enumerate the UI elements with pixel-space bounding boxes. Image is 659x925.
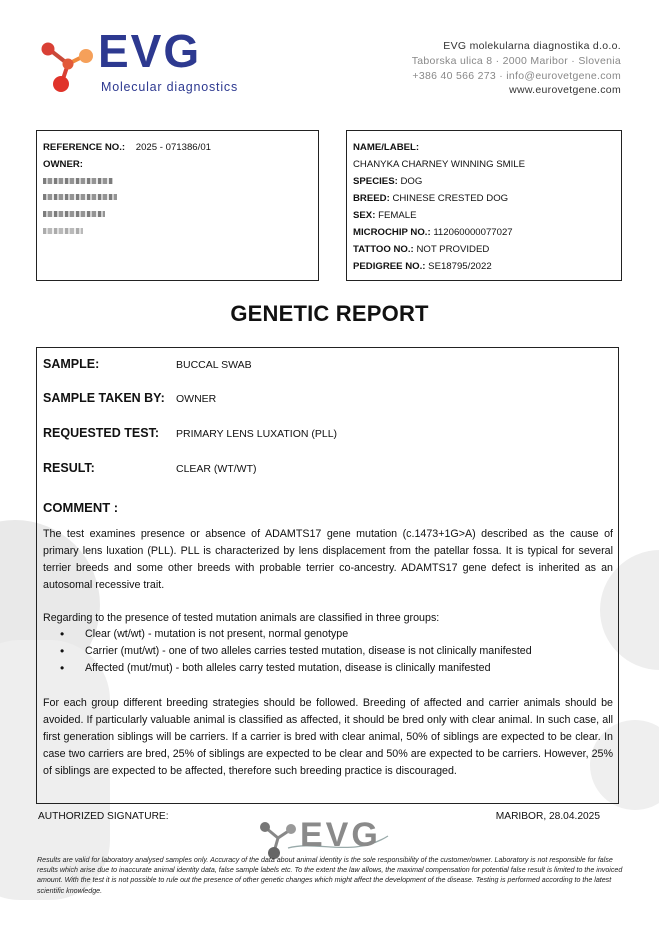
tattoo-value: NOT PROVIDED [416, 244, 490, 255]
reference-label: REFERENCE NO.: [43, 142, 126, 153]
reference-value: 2025 - 071386/01 [135, 142, 211, 153]
name-label: NAME/LABEL: [353, 142, 420, 153]
sample-value: BUCCAL SWAB [176, 359, 252, 371]
tattoo-row: TATTOO NO.: NOT PROVIDED [353, 244, 490, 255]
stamp-text: EVG [300, 816, 381, 854]
breed-row: BREED: CHINESE CRESTED DOG [353, 193, 509, 204]
owner-info-box [36, 130, 319, 281]
comment-paragraph-breeding: For each group different breeding strategies should be followed. Breeding of affected and carrier animals should be avoided. If particularly valuable animal is classified as affected, it should be bred only with clear animal. In such case, all first generation siblings will be carriers. If a carrier is bred with clear animal, 50% of siblings are expected to be clear. In case two carriers are bred, 25% of siblings are expected to be clear and 50% are expected to be carriers. However, 25% of siblings are expected to be affected, therefore such breeding practice is discouraged. [43, 697, 613, 777]
reference-row [43, 142, 211, 154]
sex-row: SEX: FEMALE [353, 210, 417, 221]
list-item: • Carrier (mut/wt) - one of two alleles carries tested mutation, disease is not clinically manifested [60, 643, 532, 660]
comment-paragraph-intro: The test examines presence or absence of ADAMTS17 gene mutation (c.1473+1G>A) described as the cause of primary lens luxation (PLL). PLL is characterized by lens displacement from the patellar fossa. It is typical for several terrier breeds and some other breeds with probable terrier co-ancestry. ADAMTS17 gene defect is inherited as an autosomal recessive trait. [43, 528, 613, 591]
redacted-owner-city [43, 211, 105, 217]
result-value: CLEAR (WT/WT) [176, 463, 257, 475]
breed-value: CHINESE CRESTED DOG [392, 193, 509, 204]
redacted-owner-name [43, 178, 113, 184]
report-box [36, 347, 619, 804]
redacted-owner-address [43, 194, 117, 200]
comment-paragraph-groups: Regarding to the presence of tested mutation animals are classified in three groups: [43, 612, 440, 624]
owner-label: OWNER: [43, 159, 83, 170]
requested-test-label: REQUESTED TEST: [43, 426, 159, 440]
company-website[interactable]: www.eurovetgene.com [509, 84, 621, 96]
requested-test-value: PRIMARY LENS LUXATION (PLL) [176, 428, 338, 440]
species-value: DOG [400, 176, 423, 187]
pedigree-row: PEDIGREE NO.: SE18795/2022 [353, 261, 492, 272]
sex-value: FEMALE [378, 210, 417, 221]
comment-heading: COMMENT : [43, 500, 119, 515]
company-stamp [258, 818, 418, 860]
sample-taken-by-label: SAMPLE TAKEN BY: [43, 391, 165, 405]
sample-label: SAMPLE: [43, 357, 100, 371]
sample-taken-by-value: OWNER [176, 393, 217, 405]
page-title: GENETIC REPORT [230, 301, 429, 326]
microchip-row: MICROCHIP NO.: 112060000077027 [353, 227, 513, 238]
authorized-signature-label: AUTHORIZED SIGNATURE: [38, 811, 169, 822]
list-item: • Clear (wt/wt) - mutation is not present, normal genotype [60, 626, 532, 643]
name-value: CHANYKA CHARNEY WINNING SMILE [353, 159, 526, 170]
company-address: Taborska ulica 8 · 2000 Maribor · Slovenia [411, 55, 621, 67]
company-name: EVG molekularna diagnostika d.o.o. [443, 40, 621, 52]
company-contact: +386 40 566 273 · info@eurovetgene.com [412, 70, 621, 82]
logo-text: EVG [98, 25, 202, 77]
legal-disclaimer: Results are valid for laboratory analysed samples only. Accuracy of the data about animal identity is the sole responsibility of the customer/owner. Laboratory is not responsible for false results which arise due to inaccurate animal identity data, false sample labels etc. To the extent the law allows, the maximal compensation for potential false result is limited to the invoiced amount. With the test it is not possible to rule out the presence of other genetic changes which might affect the development of the disease. Testing is performed according to the latest scientific knowledge. [37, 856, 623, 895]
pedigree-value: SE18795/2022 [428, 261, 492, 272]
animal-info-box [346, 130, 622, 281]
molecule-logo-icon [36, 38, 98, 94]
species-row: SPECIES: DOG [353, 176, 423, 187]
logo-subtitle: Molecular diagnostics [101, 80, 238, 94]
redacted-owner-country [43, 228, 83, 234]
place-date: MARIBOR, 28.04.2025 [495, 811, 600, 822]
list-item: • Affected (mut/mut) - both alleles carry tested mutation, disease is clinically manifested [60, 660, 532, 677]
result-label: RESULT: [43, 461, 95, 475]
genotype-list [60, 626, 532, 677]
microchip-value: 112060000077027 [433, 227, 513, 238]
